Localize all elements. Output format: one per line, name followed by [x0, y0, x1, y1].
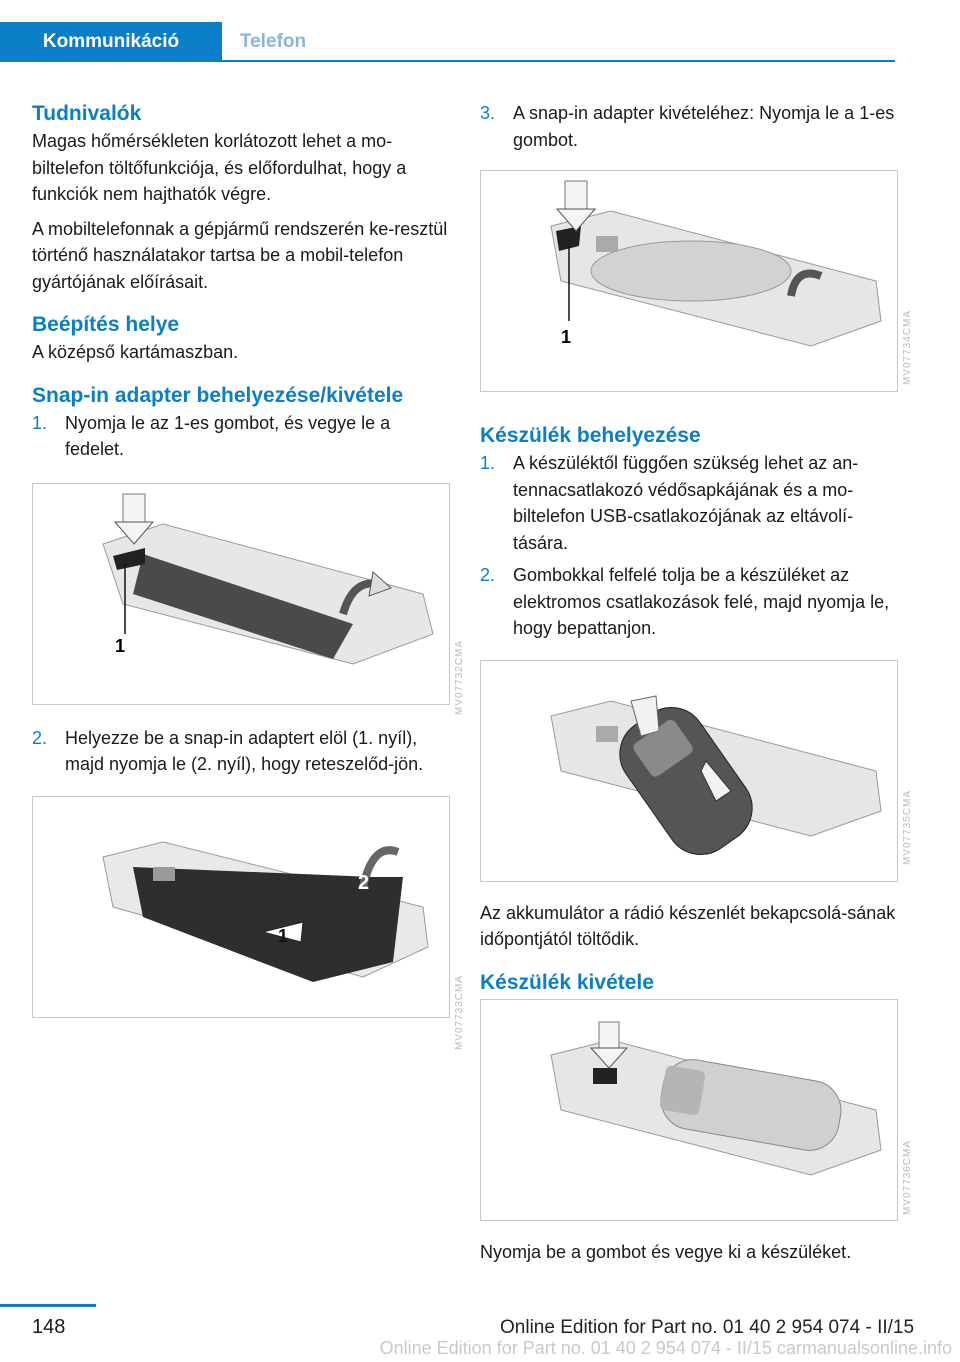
notes-paragraph-2: A mobiltelefonnak a gépjármű rendszerén ke-resztül történő használatakor tartsa be a mobil-telefon gyártójának előírásait.: [32, 218, 448, 292]
edition-footer: Online Edition for Part no. 01 40 2 954 074 - II/15: [500, 1317, 915, 1338]
right-column: [480, 100, 900, 1265]
fig3-code: MV07734CMA: [902, 310, 913, 386]
figure-remove-adapter: [480, 170, 898, 392]
charge-text: Az akkumulátor a rádió készenlét bekapcsolá-sának időpontjától töltődik.: [480, 902, 896, 949]
left-column: [32, 100, 452, 1018]
figure-insert-adapter: [32, 796, 450, 1018]
remove-heading: Készülék kivétele: [480, 970, 654, 994]
insert-step-1: [480, 450, 900, 556]
step-number: 2.: [32, 727, 48, 748]
figure-remove-phone: [480, 999, 898, 1221]
notes-paragraph-1: Magas hőmérsékleten korlátozott lehet a mo-biltelefon töltőfunkciója, és előfordulhat, hogy a funkciók nem hajthatók végre.: [32, 131, 407, 204]
fig2-code: MV07733CMA: [454, 975, 465, 1051]
page-number: 148: [32, 1316, 66, 1338]
fig2-callout-2: 2: [358, 871, 370, 894]
adapter-step-2: [32, 725, 452, 778]
fig3-callout: 1: [561, 327, 572, 347]
adapter-heading: Snap-in adapter behelyezése/kivétele: [32, 383, 404, 407]
watermark: Online Edition for Part no. 01 40 2 954 074 - II/15 carmanualsonline.info: [379, 1338, 952, 1358]
fig4-code: MV07735CMA: [902, 790, 913, 866]
chapter-tabbar: [0, 22, 895, 62]
step-number: 1.: [480, 453, 496, 473]
figure-remove-cover: [32, 483, 450, 705]
step-number: 2.: [480, 565, 496, 585]
step-text: Nyomja le az 1-es gombot, és vegye le a fedelet.: [65, 412, 391, 459]
notes-heading: Tudnivalók: [32, 102, 142, 125]
fig2-callout-1: 1: [278, 925, 289, 946]
step-text: Gombokkal felfelé tolja be a készüléket az elektromos csatlakozások felé, majd nyomja le, hogy bepattanjon.: [513, 565, 890, 638]
adapter-step-1: [32, 410, 452, 463]
location-text: A középső kartámaszban.: [32, 342, 239, 362]
tab-underline: [0, 60, 895, 62]
step-number: 3.: [480, 103, 496, 123]
step-text: Helyezze be a snap-in adaptert elöl (1. nyíl), majd nyomja le (2. nyíl), hogy reteszelőd-jön.: [65, 727, 424, 774]
fig5-code: MV07736CMA: [902, 1140, 913, 1216]
step-text: A készüléktől függően szükség lehet az an-tennacsatlakozó védősapkájának és a mo-biltelefon USB-csatlakozójának az eltávolí-tására.: [513, 453, 859, 553]
location-heading: Beépítés helye: [32, 313, 180, 336]
insert-step-2: [480, 562, 900, 642]
step-number: 1.: [32, 412, 48, 433]
figure-insert-phone: [480, 660, 898, 882]
tab-telefon[interactable]: Telefon: [239, 31, 307, 52]
fig1-callout: 1: [115, 635, 126, 656]
fig1-code: MV07732CMA: [454, 640, 465, 716]
adapter-step-3: [480, 100, 900, 153]
tab-kommunikacio[interactable]: Kommunikáció: [0, 22, 222, 62]
remove-text: Nyomja be a gombot és vegye ki a készüléket.: [480, 1241, 852, 1262]
step-text: A snap-in adapter kivételéhez: Nyomja le a 1-es gombot.: [513, 103, 895, 150]
insert-heading: Készülék behelyezése: [480, 424, 701, 447]
page-number-rule: [0, 1304, 96, 1307]
